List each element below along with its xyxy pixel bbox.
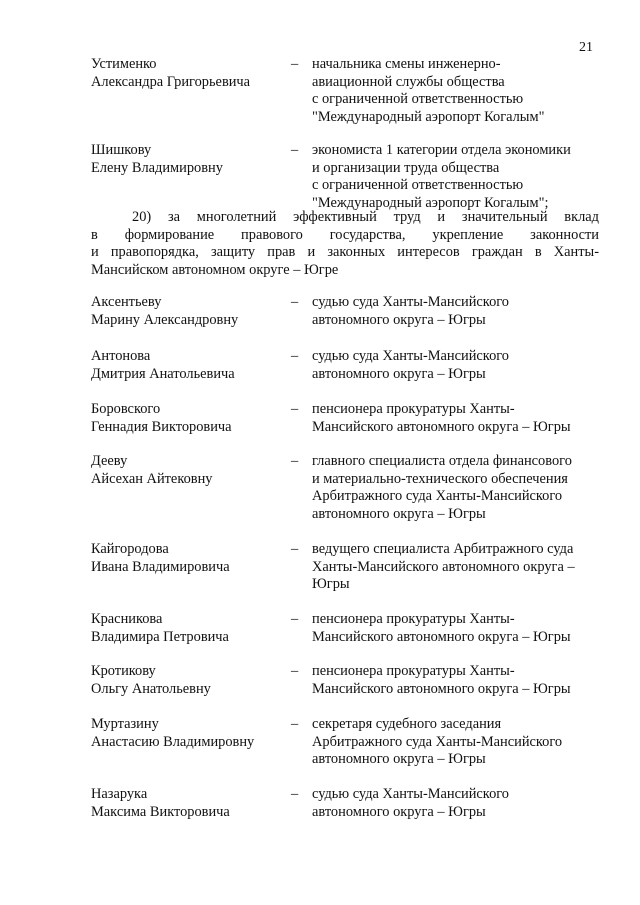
- position-line: "Международный аэропорт Когалым";: [312, 194, 549, 211]
- recipient-name: [91, 453, 281, 488]
- position-line: автономного округа – Югры: [312, 803, 486, 820]
- position-line: пенсионера прокуратуры Ханты-: [312, 401, 515, 417]
- dash-separator: –: [291, 611, 299, 627]
- surname: Шишкову: [91, 142, 152, 158]
- given-names: Елену Владимировну: [91, 159, 223, 176]
- position-line: Ханты-Мансийского автономного округа –: [312, 558, 575, 575]
- recipient-name: [91, 401, 281, 436]
- given-names: Александра Григорьевича: [91, 73, 251, 90]
- position-line: автономного округа – Югры: [312, 365, 486, 382]
- given-names: Ольгу Анатольевну: [91, 680, 211, 697]
- paragraph-line: Мансийском автономном округе – Югре: [91, 261, 339, 278]
- surname: Боровского: [91, 401, 161, 417]
- surname: Устименко: [91, 56, 157, 72]
- position-line: автономного округа – Югры: [312, 751, 486, 767]
- dash-separator: –: [291, 56, 299, 72]
- position-line: автономного округа – Югры: [312, 505, 486, 522]
- dash-separator: –: [291, 401, 299, 417]
- position-line: автономного округа – Югры: [312, 311, 486, 328]
- surname: Красникова: [91, 611, 163, 627]
- given-names: Геннадия Викторовича: [91, 418, 232, 435]
- recipient-name: [91, 541, 281, 576]
- dash-separator: –: [291, 716, 299, 732]
- recipient-position: [312, 541, 602, 594]
- recipient-position: [312, 716, 602, 769]
- surname: Назарука: [91, 786, 148, 802]
- recipient-name: [91, 142, 281, 177]
- position-line: с ограниченной ответственностью: [312, 177, 524, 193]
- given-names: Ивана Владимировича: [91, 558, 230, 575]
- surname: Аксентьеву: [91, 294, 162, 310]
- recipient-name: [91, 348, 281, 383]
- recipient-position: [312, 56, 602, 126]
- position-line: главного специалиста отдела финансового: [312, 453, 572, 469]
- position-line: Мансийского автономного округа – Югры: [312, 680, 571, 697]
- position-line: Югры: [312, 576, 350, 592]
- position-line: судью суда Ханты-Мансийского: [312, 786, 509, 802]
- surname: Антонова: [91, 348, 151, 364]
- dash-separator: –: [291, 663, 299, 679]
- position-line: секретаря судебного заседания: [312, 716, 502, 732]
- position-line: судью суда Ханты-Мансийского: [312, 348, 509, 364]
- dash-separator: –: [291, 453, 299, 469]
- page-number: 21: [579, 40, 593, 55]
- position-line: пенсионера прокуратуры Ханты-: [312, 611, 515, 627]
- position-line: пенсионера прокуратуры Ханты-: [312, 663, 515, 679]
- recipient-name: [91, 786, 281, 821]
- recipient-name: [91, 294, 281, 329]
- recipient-position: [312, 663, 602, 698]
- recipient-position: [312, 142, 602, 212]
- dash-separator: –: [291, 786, 299, 802]
- position-line: с ограниченной ответственностью: [312, 91, 524, 107]
- recipient-name: [91, 663, 281, 698]
- dash-separator: –: [291, 294, 299, 310]
- surname: Муртазину: [91, 716, 159, 732]
- recipient-name: [91, 56, 281, 91]
- position-line: Арбитражного суда Ханты-Мансийского: [312, 733, 563, 750]
- surname: Кротикову: [91, 663, 156, 679]
- given-names: Айсехан Айтековну: [91, 470, 213, 487]
- recipient-position: [312, 348, 602, 383]
- position-line: Мансийского автономного округа – Югры: [312, 418, 571, 435]
- recipient-position: [312, 453, 602, 523]
- recipient-position: [312, 611, 602, 646]
- given-names: Марину Александровну: [91, 311, 239, 328]
- position-line: начальника смены инженерно-: [312, 56, 501, 72]
- position-line: и организации труда общества: [312, 159, 500, 176]
- position-line: ведущего специалиста Арбитражного суда: [312, 541, 574, 557]
- dash-separator: –: [291, 541, 299, 557]
- given-names: Анастасию Владимировну: [91, 733, 255, 750]
- position-line: "Международный аэропорт Когалым": [312, 108, 545, 125]
- given-names: Максима Викторовича: [91, 803, 230, 820]
- paragraph-line: и правопорядка, защиту прав и законных интересов граждан в Ханты-: [91, 244, 599, 260]
- given-names: Дмитрия Анатольевича: [91, 365, 235, 382]
- paragraph-line: 20) за многолетний эффективный труд и значительный вклад: [132, 209, 599, 225]
- surname: Кайгородова: [91, 541, 169, 557]
- dash-separator: –: [291, 142, 299, 158]
- position-line: и материально-технического обеспечения: [312, 470, 568, 487]
- paragraph-line: в формирование правового государства, укрепление законности: [91, 226, 599, 243]
- award-category-paragraph: [91, 209, 599, 279]
- surname: Дееву: [91, 453, 128, 469]
- position-line: авиационной службы общества: [312, 73, 505, 90]
- position-line: судью суда Ханты-Мансийского: [312, 294, 509, 310]
- given-names: Владимира Петровича: [91, 628, 229, 645]
- position-line: Арбитражного суда Ханты-Мансийского: [312, 488, 563, 504]
- recipient-position: [312, 401, 602, 436]
- recipient-name: [91, 716, 281, 751]
- recipient-name: [91, 611, 281, 646]
- position-line: экономиста 1 категории отдела экономики: [312, 142, 571, 158]
- recipient-position: [312, 786, 602, 821]
- dash-separator: –: [291, 348, 299, 364]
- position-line: Мансийского автономного округа – Югры: [312, 628, 571, 645]
- recipient-position: [312, 294, 602, 329]
